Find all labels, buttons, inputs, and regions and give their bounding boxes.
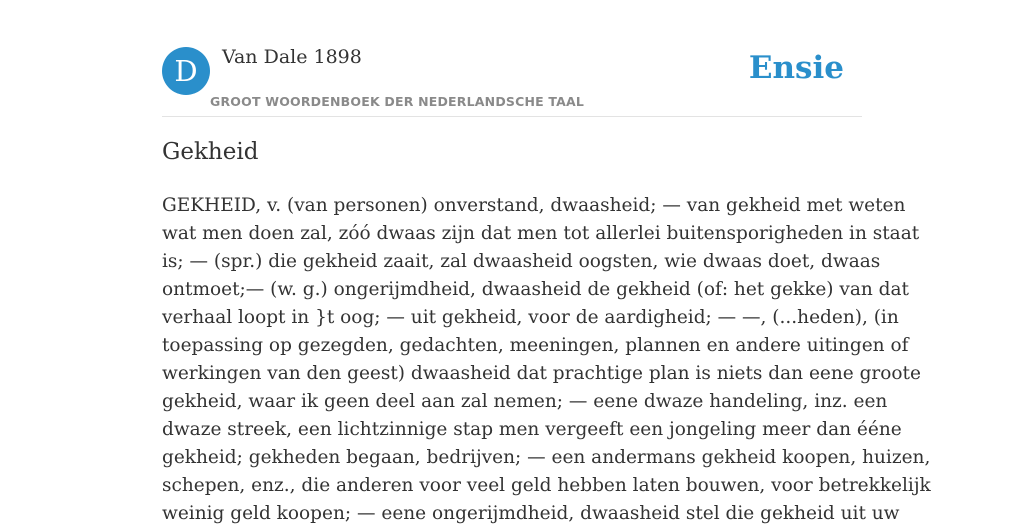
definition-line: toepassing op gezegden, gedachten, meeningen, plannen en andere uitingen of — [162, 335, 909, 356]
dictionary-title[interactable]: Van Dale 1898 — [222, 46, 362, 68]
definition-line: gekheid, waar ik geen deel aan zal nemen; — eene dwaze handeling, inz. een — [162, 391, 888, 412]
dictionary-subtitle: GROOT WOORDENBOEK DER NEDERLANDSCHE TAAL — [210, 94, 585, 109]
definition-line: werkingen van den geest) dwaasheid dat prachtige plan is niets dan eene groote — [162, 363, 921, 384]
definition-line: is; — (spr.) die gekheid zaait, zal dwaasheid oogsten, wie dwaas doet, dwaas — [162, 251, 881, 272]
definition-line: gekheid; gekheden begaan, bedrijven; — een andermans gekheid koopen, huizen, — [162, 447, 931, 468]
brand-logo-link[interactable]: Ensie — [748, 50, 844, 86]
entry-headword: Gekheid — [162, 139, 259, 165]
entry-definition — [162, 192, 931, 528]
definition-line: ontmoet;— (w. g.) ongerijmdheid, dwaasheid de gekheid (of: het gekke) van dat — [162, 279, 909, 300]
definition-line: weinig geld koopen; — eene ongerijmdheid, dwaasheid stel die gekheid uit uw — [162, 503, 900, 524]
definition-line: GEKHEID, v. (van personen) onverstand, dwaasheid; — van gekheid met weten — [162, 195, 906, 216]
definition-line: wat men doen zal, zóó dwaas zijn dat men tot allerlei buitensporigheden in staat — [162, 223, 920, 244]
definition-line: dwaze streek, een lichtzinnige stap men vergeeft een jongeling meer dan ééne — [162, 419, 902, 440]
dictionary-header — [162, 46, 862, 117]
definition-line: schepen, enz., die anderen voor veel geld hebben laten bouwen, voor betrekkelijk — [162, 475, 931, 496]
dictionary-badge-icon[interactable]: D — [162, 47, 210, 95]
definition-line: verhaal loopt in }t oog; — uit gekheid, voor de aardigheid; — —, (...heden), (in — [162, 307, 899, 328]
